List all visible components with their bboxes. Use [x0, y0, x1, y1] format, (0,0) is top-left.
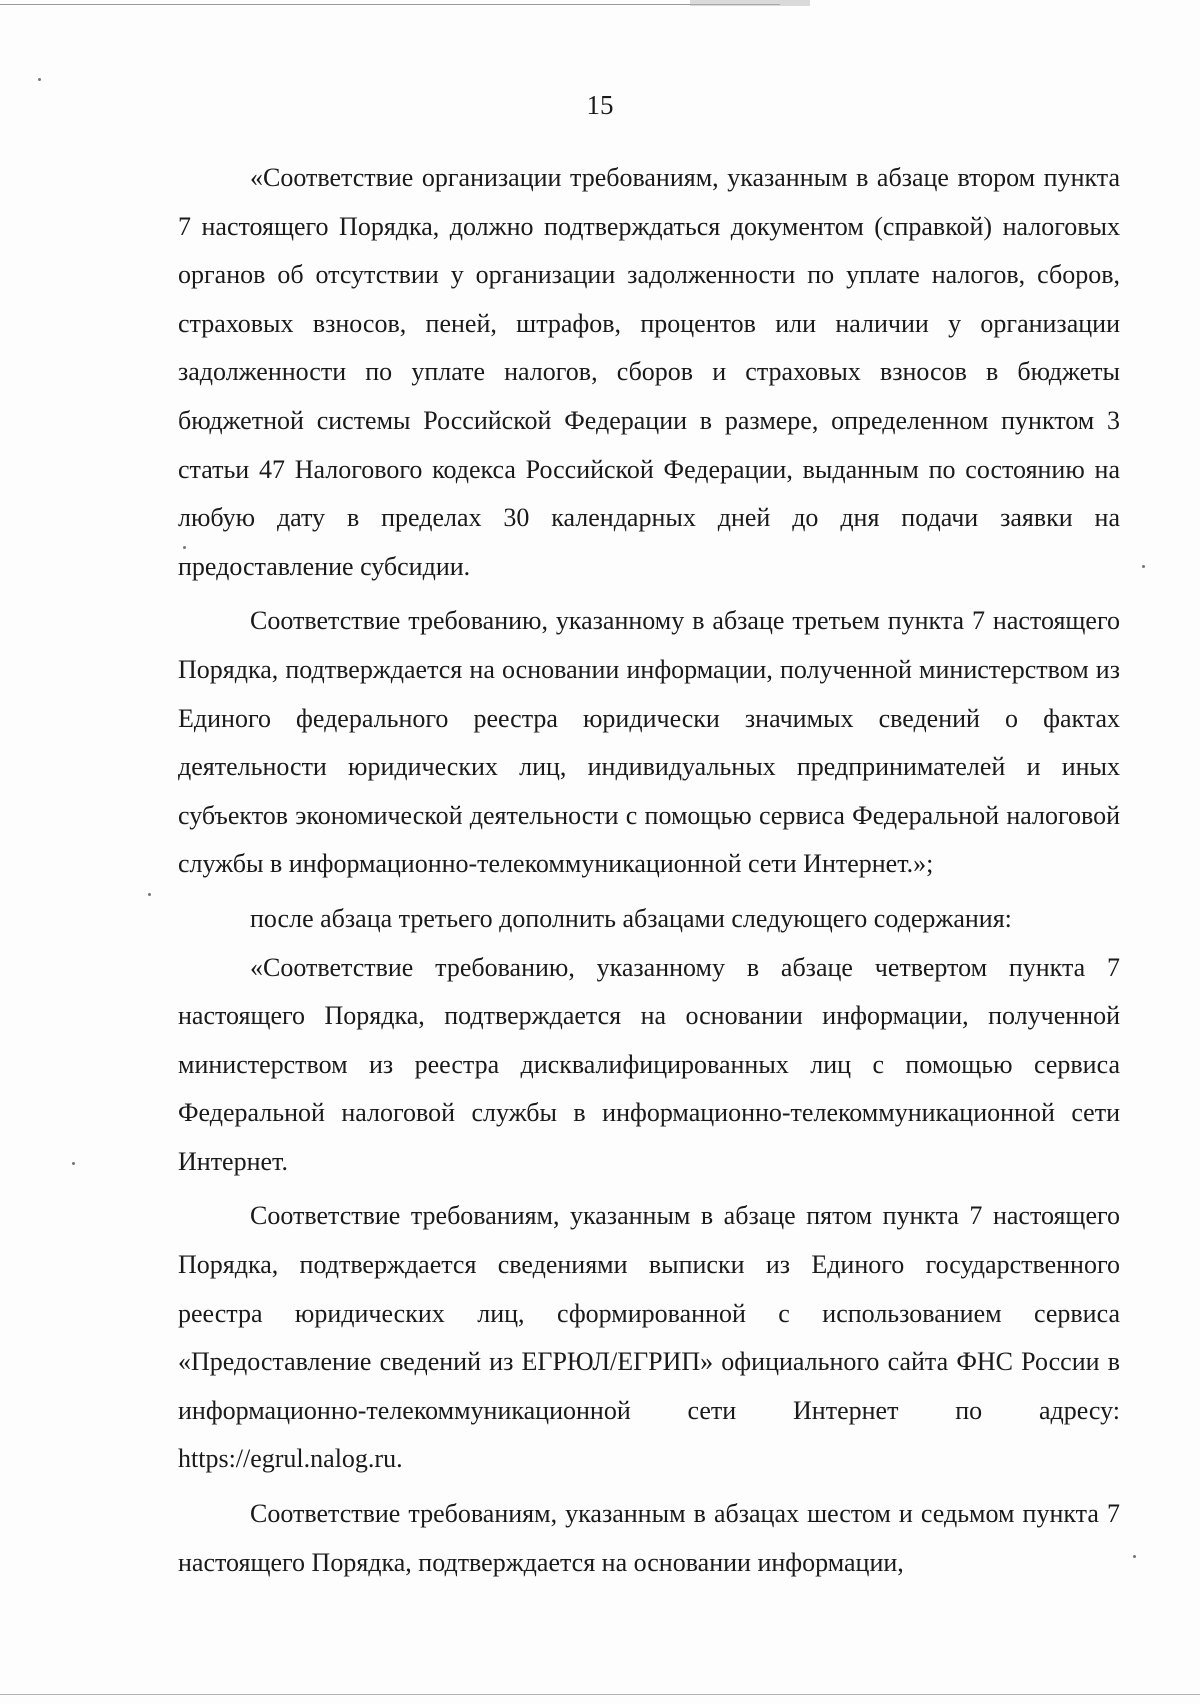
- paragraph: Соответствие требованиям, указанным в абзаце пятом пункта 7 настоящего Порядка, подтверждается сведениями выписки из Единого государственного реестра юридических лиц, сформированной с использованием сервиса «Предоставление сведений из ЕГРЮЛ/ЕГРИП» официального сайта ФНС России в информационно-телекоммуникационной сети Интернет по адресу: https://egrul.nalog.ru.: [178, 1201, 1120, 1474]
- paragraph: после абзаца третьего дополнить абзацами следующего содержания:: [250, 903, 1012, 933]
- paragraph: «Соответствие организации требованиям, указанным в абзаце втором пункта 7 настоящего Порядка, должно подтверждаться документом (справкой) налоговых органов об отсутствии у организации задолженности по уплате налогов, сборов, страховых взносов, пеней, штрафов, процентов или наличии у организации задолженности по уплате налогов, сборов и страховых взносов в бюджеты бюджетной системы Российской Федерации в размере, определенном пунктом 3 статьи 47 Налогового кодекса Российской Федерации, выданным по состоянию на любую дату в пределах 30 календарных дней до дня подачи заявки на предоставление субсидии.: [178, 163, 1120, 581]
- scan-smudge: [690, 0, 810, 6]
- scan-speck: [148, 893, 151, 896]
- scan-speck: [38, 78, 41, 81]
- scan-speck: [72, 1162, 75, 1165]
- scan-bottom-rule: [0, 1694, 1200, 1695]
- scan-top-rule: [0, 4, 780, 5]
- document-body: [178, 154, 1120, 1587]
- scan-speck: [1133, 1555, 1136, 1558]
- page-number: 15: [586, 90, 614, 120]
- paragraph: «Соответствие требованию, указанному в абзаце четвертом пункта 7 настоящего Порядка, подтверждается на основании информации, полученной министерством из реестра дисквалифицированных лиц с помощью сервиса Федеральной налоговой службы в информационно-телекоммуникационной сети Интернет.: [178, 952, 1120, 1176]
- paragraph: Соответствие требованию, указанному в абзаце третьем пункта 7 настоящего Порядка, подтверждается на основании информации, полученной министерством из Единого федерального реестра юридически значимых сведений о фактах деятельности юридических лиц, индивидуальных предпринимателей и иных субъектов экономической деятельности с помощью сервиса Федеральной налоговой службы в информационно-телекоммуникационной сети Интернет.»;: [178, 606, 1120, 879]
- paragraph: Соответствие требованиям, указанным в абзацах шестом и седьмом пункта 7 настоящего Порядка, подтверждается на основании информации,: [178, 1499, 1120, 1577]
- scan-speck: [1142, 565, 1145, 568]
